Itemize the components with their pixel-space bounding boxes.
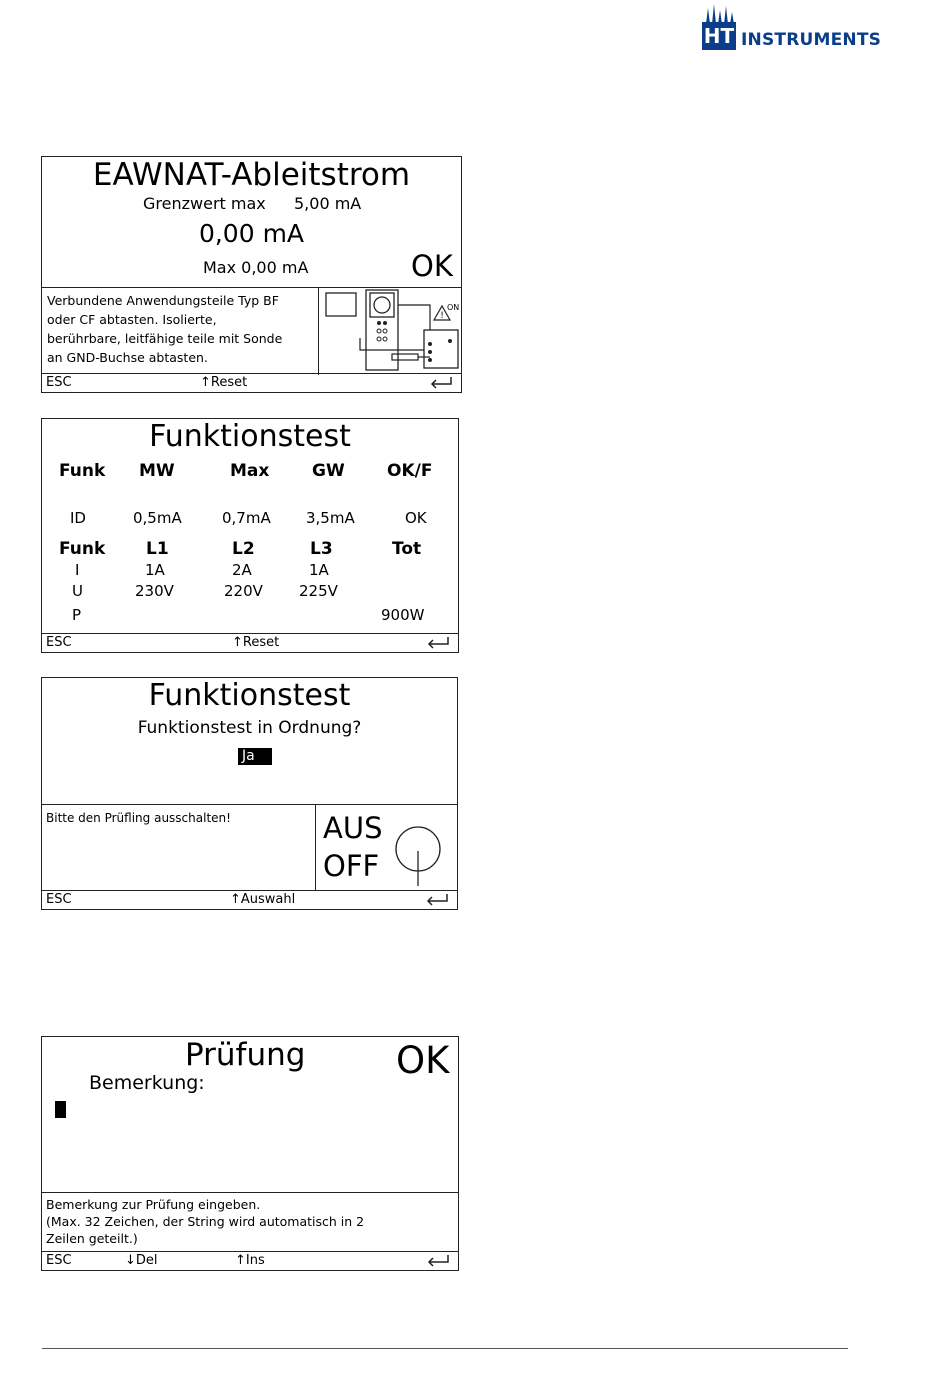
- page-footer-rule: [42, 1348, 848, 1349]
- col-header-funk: Funk: [59, 539, 106, 559]
- logo-spikes-icon: [702, 4, 738, 24]
- enter-icon[interactable]: [426, 1255, 450, 1267]
- softkey-bar: [42, 1251, 458, 1270]
- col-header-l3: L3: [310, 539, 333, 559]
- cell: 3,5mA: [306, 509, 355, 527]
- cell: U: [72, 582, 83, 600]
- help-line: Bemerkung zur Prüfung eingeben.: [46, 1197, 261, 1212]
- svg-text:!: !: [440, 311, 444, 321]
- reset-button[interactable]: ↑Reset: [232, 635, 280, 650]
- option-ja-selected[interactable]: Ja: [238, 748, 272, 765]
- softkey-bar: [42, 633, 458, 652]
- cell: 0,7mA: [222, 509, 271, 527]
- help-line: oder CF abtasten. Isolierte,: [47, 312, 217, 327]
- enter-icon[interactable]: [425, 894, 449, 906]
- current-reading: 0,00 mA: [198, 219, 305, 248]
- screen-function-test-confirm: [41, 677, 458, 910]
- cell: OK: [405, 509, 427, 527]
- divider: [42, 1192, 458, 1193]
- remark-label: Bemerkung:: [89, 1072, 205, 1094]
- result-ok: OK: [411, 249, 453, 283]
- cell: P: [72, 606, 82, 624]
- limit-value: 5,00 mA: [294, 194, 362, 213]
- esc-button[interactable]: ESC: [46, 892, 72, 907]
- cell: 1A: [309, 561, 329, 579]
- esc-button[interactable]: ESC: [46, 635, 72, 650]
- cell: I: [75, 561, 80, 579]
- logo-word: INSTRUMENTS: [741, 30, 882, 50]
- enter-icon[interactable]: [429, 377, 453, 389]
- state-aus: AUS: [323, 811, 383, 845]
- select-button[interactable]: ↑Auswahl: [230, 892, 296, 907]
- divider-vertical: [318, 287, 319, 375]
- softkey-bar: [42, 890, 457, 909]
- help-text: [46, 1196, 364, 1247]
- col-header-l1: L1: [146, 539, 169, 559]
- softkey-bar: [42, 373, 461, 392]
- enter-icon[interactable]: [426, 637, 450, 649]
- remark-input-cursor[interactable]: [55, 1101, 66, 1118]
- help-line: an GND-Buchse abtasten.: [47, 350, 208, 365]
- instruction-text: Bitte den Prüfling ausschalten!: [46, 811, 231, 825]
- cell: 230V: [135, 582, 174, 600]
- result-ok: OK: [396, 1039, 450, 1082]
- max-reading: Max 0,00 mA: [203, 258, 309, 277]
- screen-leakage-current: [41, 156, 462, 393]
- cell: 225V: [299, 582, 338, 600]
- col-header-max: Max: [230, 461, 270, 481]
- cell: 1A: [145, 561, 165, 579]
- cell: 2A: [232, 561, 252, 579]
- state-off: OFF: [323, 849, 380, 883]
- cell: 0,5mA: [133, 509, 182, 527]
- logo-mark: HT: [703, 24, 735, 48]
- limit-label: Grenzwert max: [143, 194, 266, 213]
- col-header-gw: GW: [312, 461, 345, 481]
- connection-diagram: [320, 288, 461, 374]
- esc-button[interactable]: ESC: [46, 1253, 72, 1268]
- screen-inspection-remark: [41, 1036, 459, 1271]
- col-header-okf: OK/F: [387, 461, 433, 481]
- cell: ID: [70, 509, 86, 527]
- help-line: Zeilen geteilt.): [46, 1231, 138, 1246]
- col-header-l2: L2: [232, 539, 255, 559]
- help-line: (Max. 32 Zeichen, der String wird automatisch in 2: [46, 1214, 365, 1229]
- esc-button[interactable]: ESC: [46, 375, 72, 390]
- help-text: [47, 291, 282, 367]
- divider: [42, 804, 457, 805]
- screen-title: EAWNAT-Ableitstrom: [92, 157, 411, 193]
- reset-button[interactable]: ↑Reset: [200, 375, 248, 390]
- screen-title: Funktionstest: [148, 678, 351, 713]
- ht-instruments-logo: [700, 4, 880, 52]
- cell: 220V: [224, 582, 263, 600]
- divider-vertical: [315, 804, 316, 891]
- screen-function-test-results: [41, 418, 459, 653]
- col-header-tot: Tot: [392, 539, 422, 559]
- col-header-funk: Funk: [59, 461, 106, 481]
- help-line: Verbundene Anwendungsteile Typ BF: [47, 293, 279, 308]
- screen-title: Prüfung: [185, 1037, 306, 1073]
- help-line: berührbare, leitfähige teile mit Sonde: [47, 331, 283, 346]
- delete-button[interactable]: ↓Del: [125, 1253, 158, 1268]
- screen-title: Funktionstest: [149, 419, 351, 454]
- col-header-mw: MW: [139, 461, 175, 481]
- diagram-on-label: ON: [447, 303, 460, 312]
- confirm-question: Funktionstest in Ordnung?: [137, 718, 362, 738]
- power-switch-icon: [392, 823, 444, 887]
- cell: 900W: [381, 606, 425, 624]
- insert-button[interactable]: ↑Ins: [235, 1253, 265, 1268]
